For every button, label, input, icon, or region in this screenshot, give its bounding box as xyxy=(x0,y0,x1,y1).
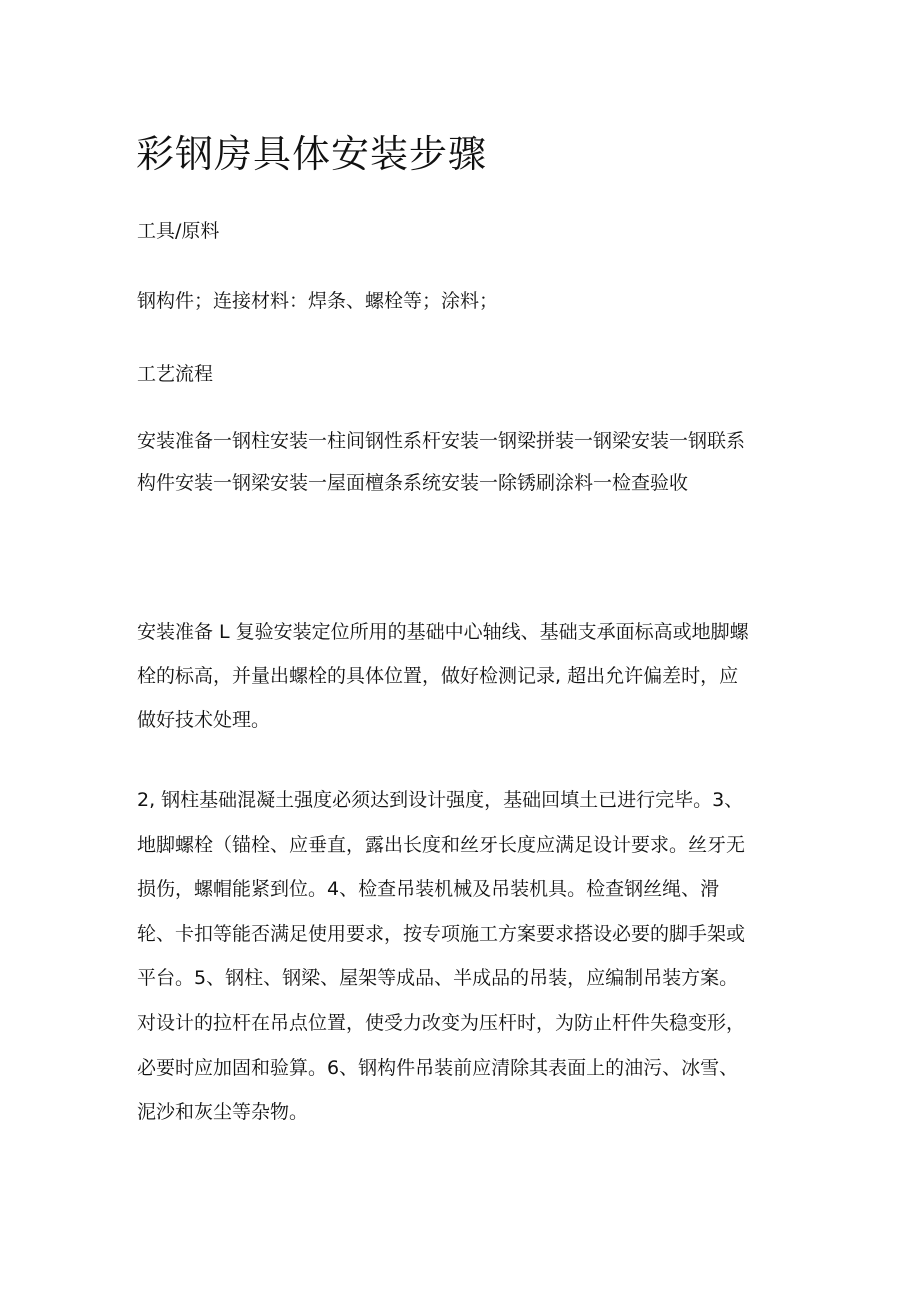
prep-line: 安装准备 L 复验安装定位所用的基础中心轴线、基础支承面标高或地脚螺 xyxy=(137,621,749,643)
steps-line: 地脚螺栓（锚栓、应垂直，露出长度和丝牙长度应满足设计要求。丝牙无 xyxy=(137,833,746,856)
steps-line: 2, 钢柱基础混凝土强度必须达到设计强度，基础回填土已进行完毕。3、 xyxy=(137,789,744,811)
process-line: 构件安装一钢梁安装一屋面檀条系统安装一除锈刷涂料一检查验收 xyxy=(137,472,689,494)
prep-line: 做好技术处理。 xyxy=(137,709,271,731)
tools-text: 钢构件；连接材料：焊条、螺栓等；涂料； xyxy=(137,290,499,312)
process-heading: 工艺流程 xyxy=(137,363,214,385)
page-title: 彩钢房具体安装步骤 xyxy=(136,132,488,176)
steps-line: 轮、卡扣等能否满足使用要求，按专项施工方案要求搭设必要的脚手架或 xyxy=(137,922,746,945)
process-line: 安装准备一钢柱安装一柱间钢性系杆安装一钢梁拼装一钢梁安装一钢联系 xyxy=(137,430,746,452)
process-flow xyxy=(137,420,787,504)
steps-line: 必要时应加固和验算。6、钢构件吊装前应清除其表面上的油污、冰雪、 xyxy=(137,1056,739,1079)
prep-line: 栓的标高，并量出螺栓的具体位置，做好检测记录, 超出允许偏差时，应 xyxy=(137,665,739,687)
steps-line: 损伤，螺帽能紧到位。4、检查吊装机械及吊装机具。检查钢丝绳、滑 xyxy=(137,878,720,901)
steps-paragraph xyxy=(137,778,787,1135)
prep-paragraph xyxy=(137,610,787,742)
steps-line: 对设计的拉杆在吊点位置，使受力改变为压杆时，为防止杆件失稳变形， xyxy=(137,1011,746,1034)
tools-heading: 工具/原料 xyxy=(137,220,220,242)
steps-line: 平台。5、钢柱、钢梁、屋架等成品、半成品的吊装，应编制吊装方案。 xyxy=(137,967,739,990)
steps-line: 泥沙和灰尘等杂物。 xyxy=(137,1101,309,1124)
